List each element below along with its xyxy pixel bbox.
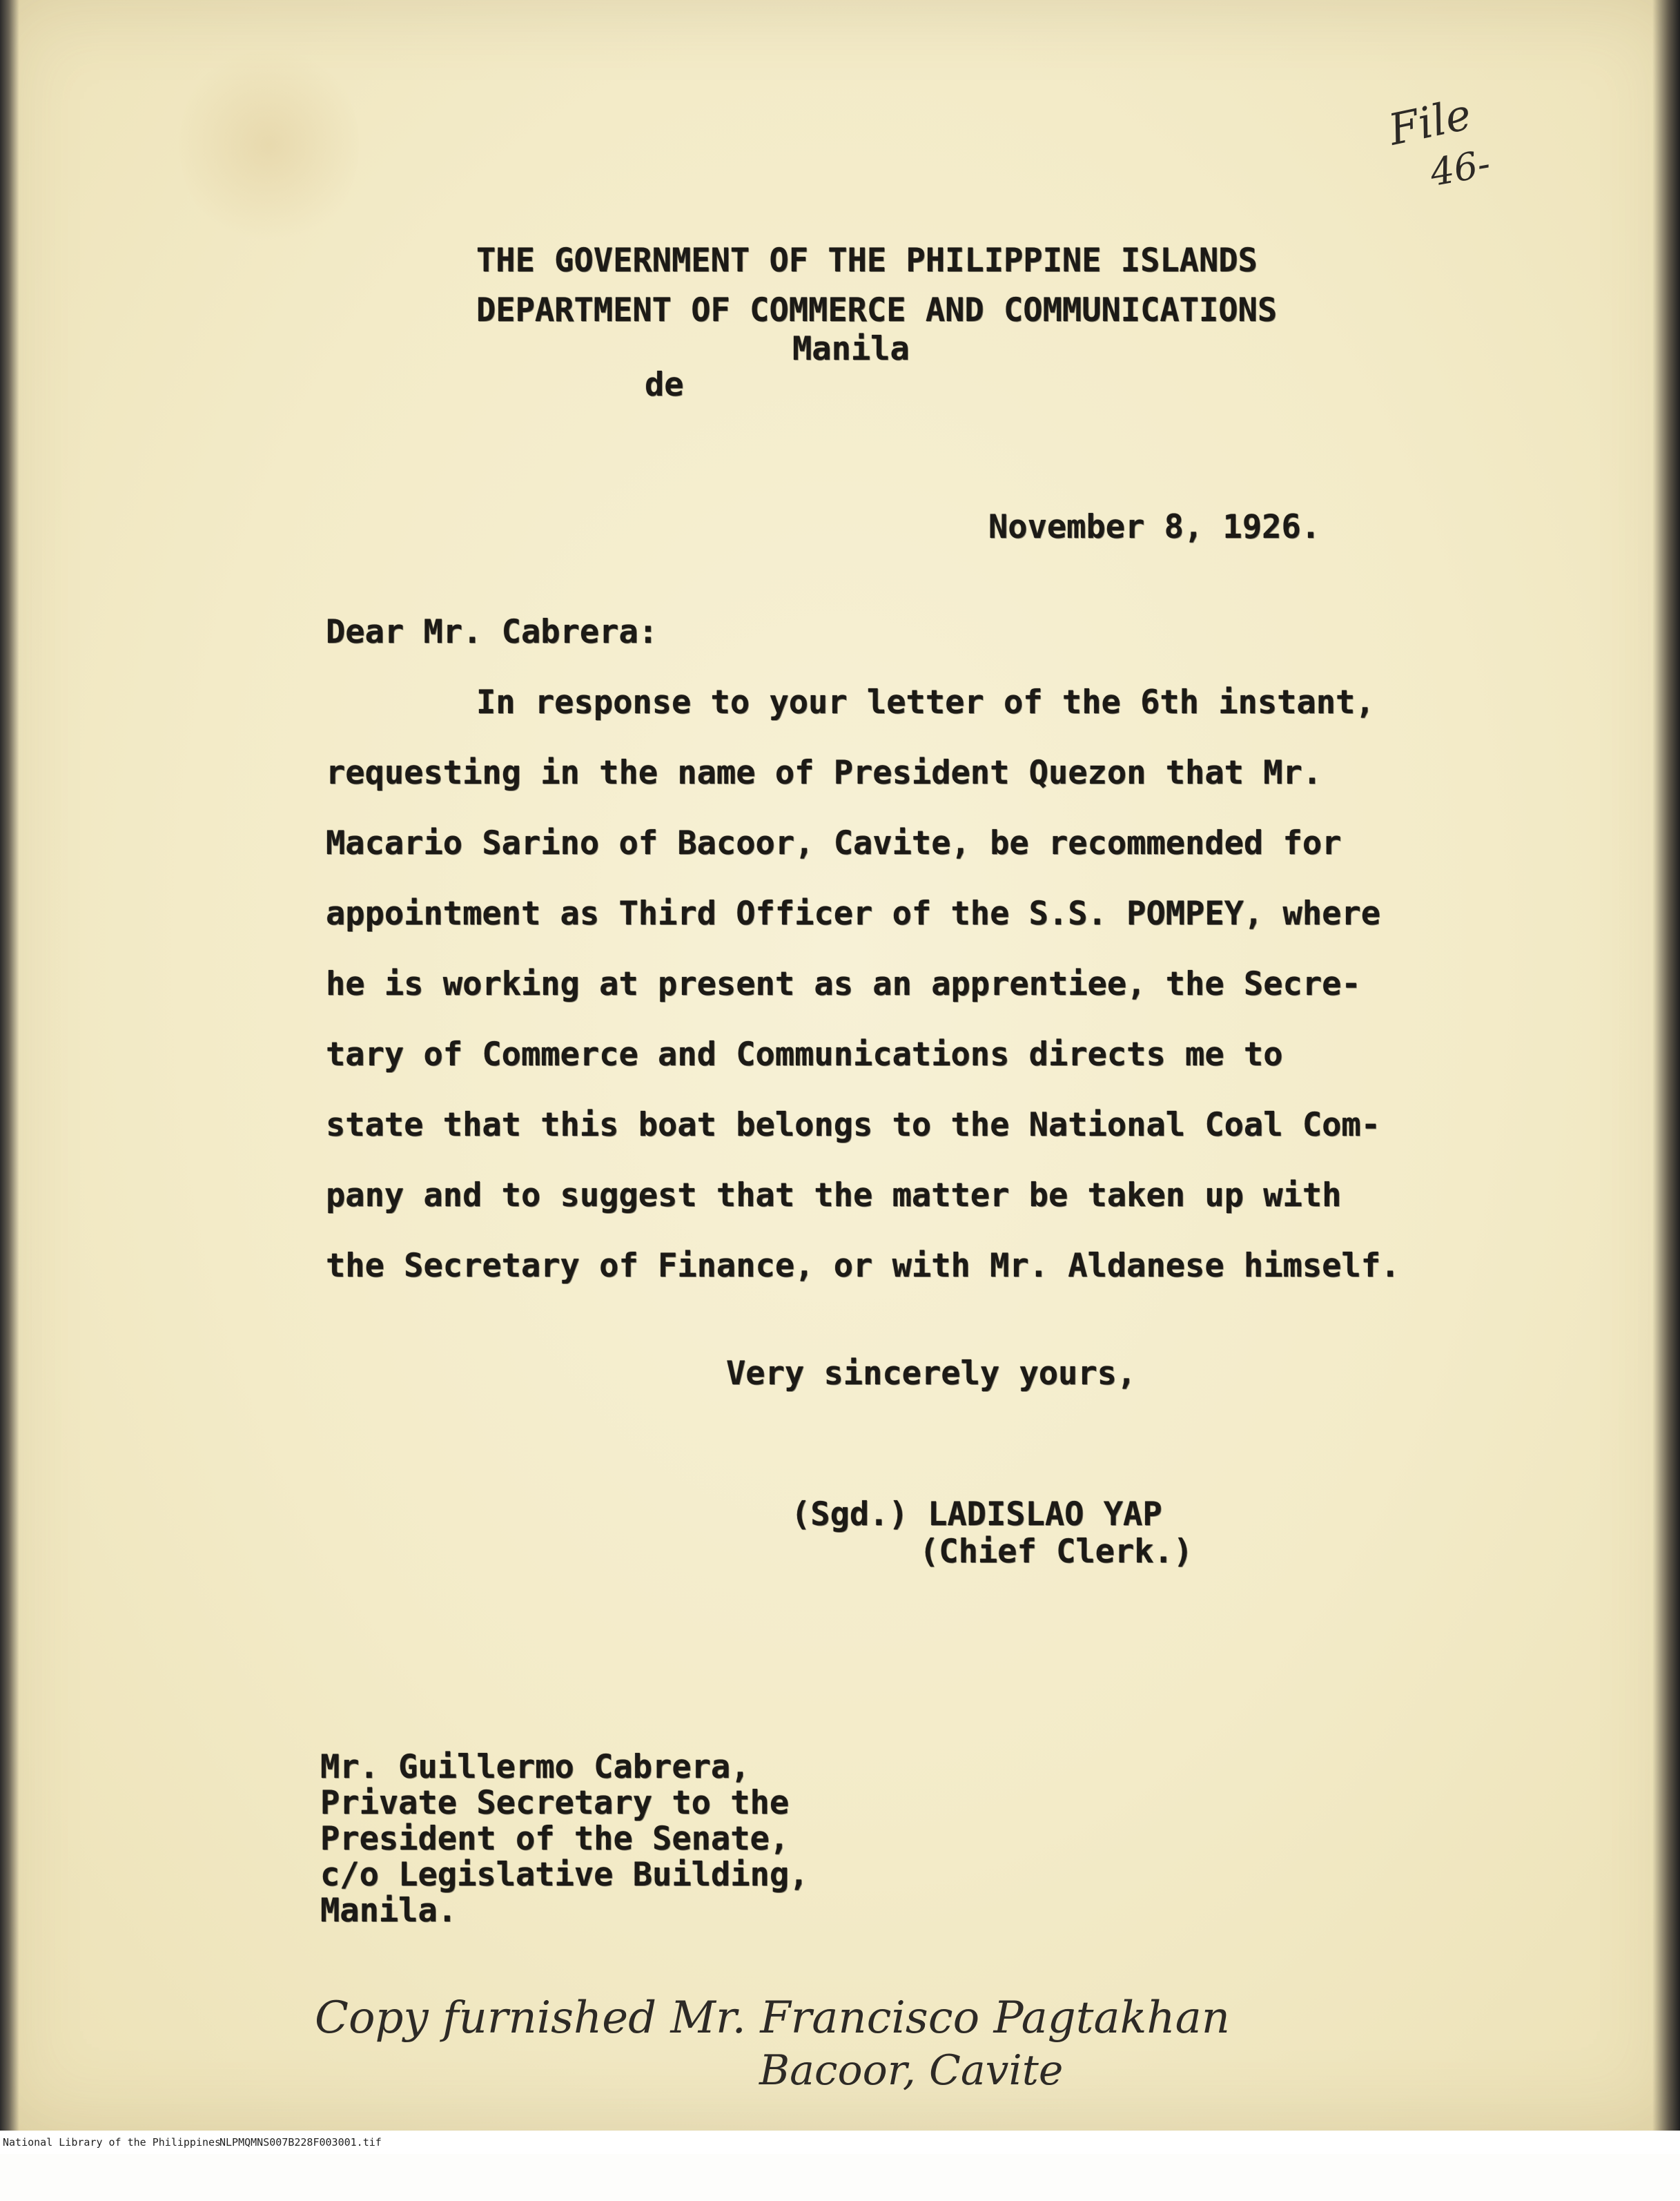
body-line: state that this boat belongs to the National Coal Com- xyxy=(326,1106,1381,1144)
copy-note-line2: Bacoor, Cavite xyxy=(759,2046,1064,2095)
copy-note-line1: Copy furnished Mr. Francisco Pagtakhan xyxy=(315,1992,1230,2044)
footer-library: National Library of the Philippines xyxy=(3,2136,222,2149)
typist-initials: de xyxy=(645,366,684,404)
body-line: requesting in the name of President Quezon that Mr. xyxy=(326,754,1322,792)
body-line: pany and to suggest that the matter be taken up with xyxy=(326,1176,1342,1214)
scan-edge-left xyxy=(0,0,19,2131)
letterhead-city: Manila xyxy=(792,330,910,368)
body-line: In response to your letter of the 6th instant, xyxy=(476,683,1375,721)
scan-footer xyxy=(0,2131,1680,2154)
body-line: the Secretary of Finance, or with Mr. Aldanese himself. xyxy=(326,1247,1400,1285)
address-line: Mr. Guillermo Cabrera, xyxy=(320,1748,750,1786)
signature-title: (Chief Clerk.) xyxy=(919,1533,1193,1571)
address-line: Manila. xyxy=(320,1892,458,1930)
body-line: Macario Sarino of Bacoor, Cavite, be recommended for xyxy=(326,824,1342,862)
footer-file-id: NLPMQMNS007B228F003001.tif xyxy=(219,2136,382,2149)
letterhead-department: DEPARTMENT OF COMMERCE AND COMMUNICATIONS xyxy=(476,291,1278,329)
body-line: appointment as Third Officer of the S.S. POMPEY, where xyxy=(326,895,1381,933)
body-line: he is working at present as an apprentiee, the Secre- xyxy=(326,965,1361,1003)
paper-stain xyxy=(179,41,359,249)
salutation: Dear Mr. Cabrera: xyxy=(326,613,658,651)
closing: Very sincerely yours, xyxy=(726,1355,1137,1393)
body-line: tary of Commerce and Communications directs me to xyxy=(326,1036,1283,1074)
file-note-line2: 46- xyxy=(1427,141,1494,195)
address-line: Private Secretary to the xyxy=(320,1784,790,1822)
address-line: President of the Senate, xyxy=(320,1820,790,1858)
signature-name: (Sgd.) LADISLAO YAP xyxy=(791,1495,1162,1533)
letterhead-government: THE GOVERNMENT OF THE PHILIPPINE ISLANDS xyxy=(476,242,1258,280)
file-note-line1: File xyxy=(1384,88,1476,155)
address-line: c/o Legislative Building, xyxy=(320,1856,809,1894)
letter-date: November 8, 1926. xyxy=(988,508,1321,546)
scan-edge-right xyxy=(1652,0,1680,2131)
